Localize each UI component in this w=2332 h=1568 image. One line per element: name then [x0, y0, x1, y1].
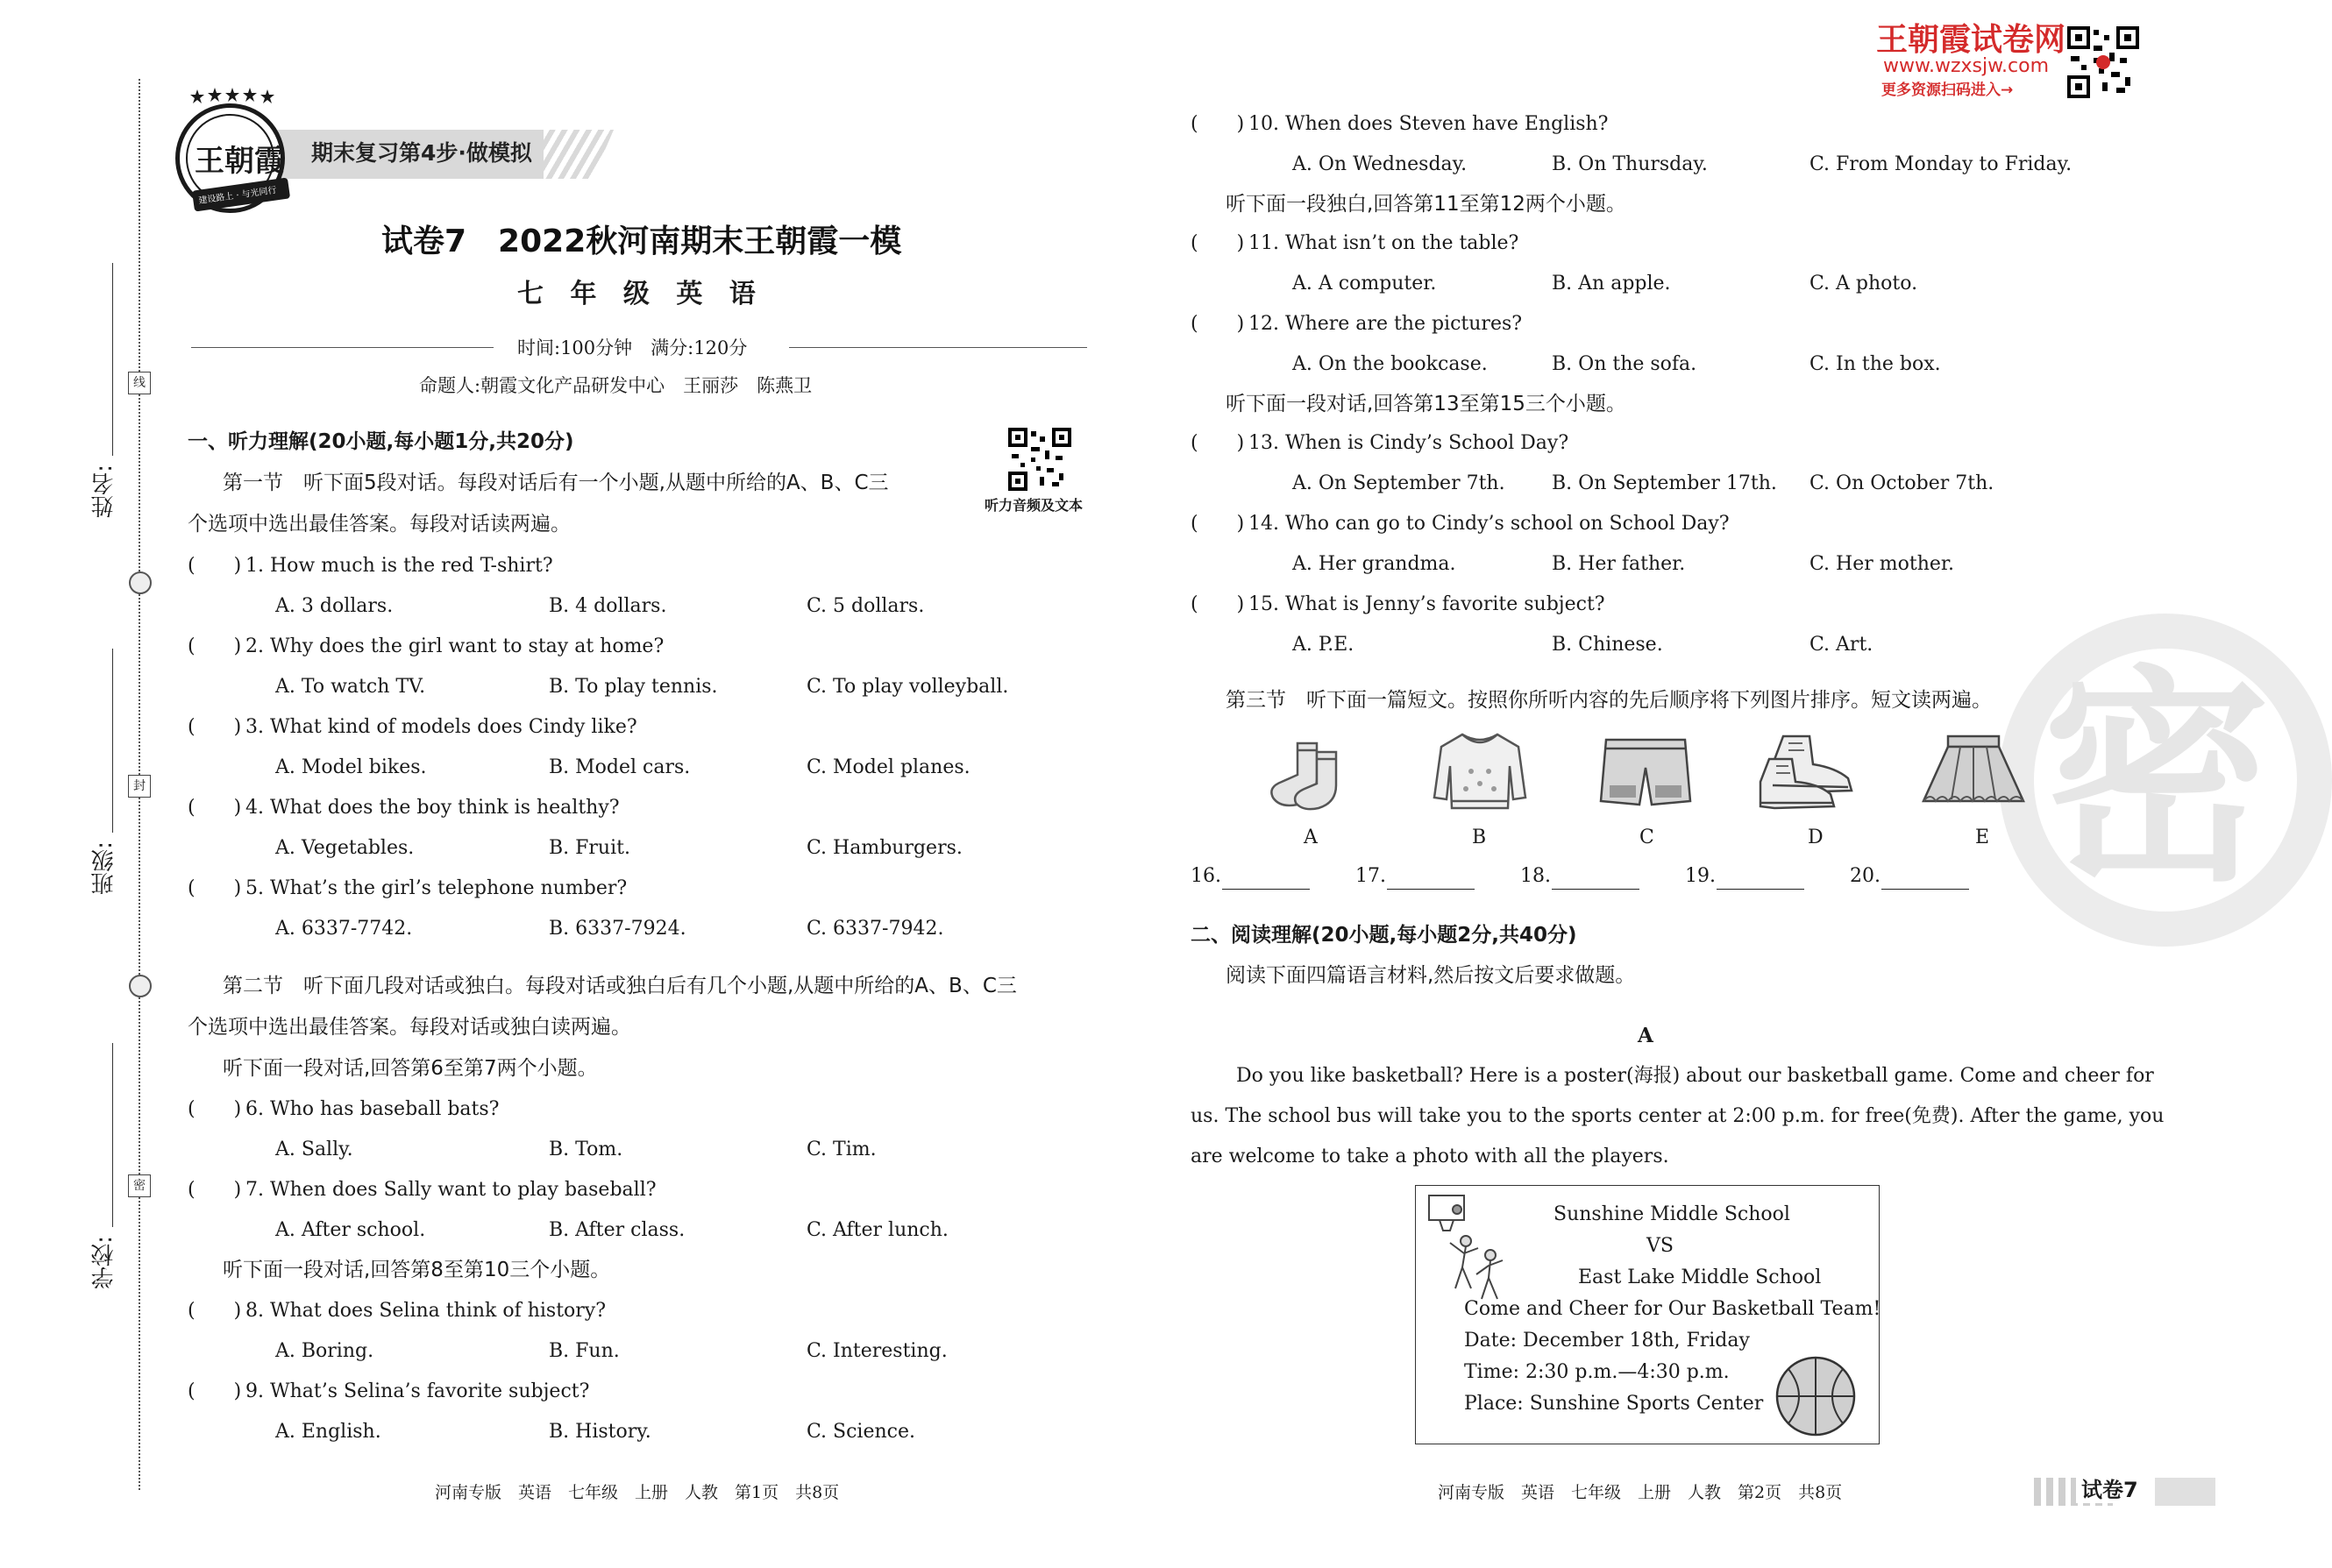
intro-13-15: 听下面一段对话,回答第13至第15三个小题。 [1226, 393, 1626, 415]
option-b: B. After class. [549, 1219, 686, 1241]
class-blank[interactable] [112, 649, 113, 833]
exam-title: 试卷7 2022秋河南期末王朝霞一模 [381, 223, 902, 259]
binding-knot [129, 571, 152, 594]
banner-stripes [544, 130, 614, 179]
answer-paren[interactable]: ( ) [1191, 513, 1245, 535]
blank-16[interactable] [1222, 889, 1310, 890]
skirt-icon [1916, 731, 2030, 810]
option-a: A. Model bikes. [275, 756, 427, 778]
footer-tag-bar [2155, 1478, 2215, 1506]
option-b: B. Chinese. [1552, 634, 1663, 656]
option-c: C. Her mother. [1809, 553, 1954, 575]
option-b: B. Tom. [549, 1139, 623, 1160]
part1-instruction: 第一节 听下面5段对话。每段对话后有一个小题,从题中所给的A、B、C三 [223, 472, 889, 494]
option-a: A. A computer. [1292, 273, 1437, 294]
answer-paren[interactable]: ( ) [188, 1380, 242, 1402]
option-b: B. On the sofa. [1552, 353, 1697, 375]
option-a: A. Vegetables. [275, 837, 415, 859]
option-c: C. On October 7th. [1809, 472, 1994, 494]
answer-paren[interactable]: ( ) [1191, 313, 1245, 335]
part2-instruction: 第二节 听下面几段对话或独白。每段对话或独白后有几个小题,从题中所给的A、B、C三 [223, 975, 1017, 997]
logo-stars-icon [188, 88, 276, 107]
header-rule-right [789, 347, 1087, 348]
option-b: B. 6337-7924. [549, 918, 686, 940]
answer-paren[interactable]: ( ) [188, 635, 242, 657]
option-b: B. Fun. [549, 1340, 620, 1362]
option-c: C. A photo. [1809, 273, 1918, 294]
answer-paren[interactable]: ( ) [188, 1179, 242, 1201]
passage-line: are welcome to take a photo with all the players. [1191, 1146, 1669, 1167]
school-label: 学校: [91, 1236, 117, 1289]
question-text: 12. Where are the pictures? [1248, 313, 1523, 335]
option-a: A. Sally. [275, 1139, 353, 1160]
option-c: C. 6337-7942. [807, 918, 944, 940]
passage-line: us. The school bus will take you to the sports center at 2:00 p.m. for free(免费). After the game, you [1191, 1105, 2165, 1127]
question-text: 10. When does Steven have English? [1248, 113, 1609, 135]
site-qr-icon[interactable] [2067, 26, 2139, 98]
option-a: A. On the bookcase. [1292, 353, 1488, 375]
option-a: A. On Wednesday. [1292, 153, 1468, 175]
logo-text: 王朝霞 [195, 144, 284, 179]
poster-line: Sunshine Middle School [1553, 1203, 1790, 1225]
part3-instruction: 第三节 听下面一篇短文。按照你所听内容的先后顺序将下列图片排序。短文读两遍。 [1226, 689, 1992, 712]
option-b: B. To play tennis. [549, 676, 718, 698]
poster-date: Date: December 18th, Friday [1464, 1330, 1750, 1352]
option-b: B. On September 17th. [1552, 472, 1777, 494]
question-text: 6. Who has baseball bats? [245, 1098, 500, 1120]
option-c: C. From Monday to Friday. [1809, 153, 2072, 175]
picture-label-b: B [1472, 827, 1487, 848]
question-text: 11. What isn’t on the table? [1248, 232, 1519, 254]
answer-paren[interactable]: ( ) [1191, 432, 1245, 454]
question-text: 7. When does Sally want to play baseball? [245, 1179, 657, 1201]
answer-paren[interactable]: ( ) [188, 877, 242, 899]
option-a: A. 3 dollars. [275, 595, 394, 617]
answer-paren[interactable]: ( ) [188, 1300, 242, 1322]
binding-knot [129, 975, 152, 997]
option-b: B. On Thursday. [1552, 153, 1708, 175]
question-text: 4. What does the boy think is healthy? [245, 797, 620, 819]
option-c: C. Tim. [807, 1139, 877, 1160]
option-a: A. After school. [275, 1219, 426, 1241]
option-b: B. 4 dollars. [549, 595, 667, 617]
question-text: 14. Who can go to Cindy’s school on School Day? [1248, 513, 1730, 535]
seal-char-seal: 封 [128, 775, 151, 798]
basketball-players-icon [1424, 1190, 1520, 1304]
option-c: C. Model planes. [807, 756, 970, 778]
answer-paren[interactable]: ( ) [188, 797, 242, 819]
intro-6-7: 听下面一段对话,回答第6至第7两个小题。 [223, 1057, 598, 1080]
footer-right: 河南专版 英语 七年级 上册 人教 第2页 共8页 [1438, 1483, 1843, 1502]
question-text: 3. What kind of models does Cindy like? [245, 716, 637, 738]
option-b: B. Her father. [1552, 553, 1686, 575]
option-a: A. To watch TV. [275, 676, 426, 698]
question-text: 9. What’s Selina’s favorite subject? [245, 1380, 590, 1402]
passage-line: Do you like basketball? Here is a poster(海报) about our basketball game. Come and cheer for [1236, 1065, 2154, 1087]
answer-paren[interactable]: ( ) [188, 716, 242, 738]
name-label: 姓名: [91, 465, 117, 518]
option-c: C. 5 dollars. [807, 595, 925, 617]
option-a: A. 6337-7742. [275, 918, 413, 940]
option-c: C. Art. [1809, 634, 1873, 656]
footer-tag: 试卷7 [2076, 1477, 2144, 1503]
header-rule-left [191, 347, 494, 348]
name-blank[interactable] [112, 263, 113, 456]
option-c: C. Hamburgers. [807, 837, 963, 859]
question-text: 1. How much is the red T-shirt? [245, 555, 553, 577]
answer-paren[interactable]: ( ) [188, 555, 242, 577]
question-text: 5. What’s the girl’s telephone number? [245, 877, 628, 899]
option-a: A. P.E. [1292, 634, 1354, 656]
picture-label-d: D [1808, 827, 1824, 848]
blank-19-label: 19. [1685, 865, 1716, 887]
blank-16-label: 16. [1191, 865, 1221, 887]
watermark-char: 密 [2043, 648, 2271, 912]
option-b: B. An apple. [1552, 273, 1671, 294]
part2-instruction-cont: 个选项中选出最佳答案。每段对话或独白读两遍。 [188, 1016, 631, 1039]
school-blank[interactable] [112, 1043, 113, 1227]
site-url[interactable]: www.wzxsjw.com [1883, 55, 2050, 77]
footer-left: 河南专版 英语 七年级 上册 人教 第1页 共8页 [435, 1483, 840, 1502]
seal-char-secret: 密 [128, 1174, 151, 1197]
sweater-icon [1427, 727, 1532, 815]
passage-a-label: A [1638, 1024, 1653, 1047]
logo-ribbon-text: 建设路上 · 与光同行 [197, 185, 278, 207]
intro-11-12: 听下面一段独白,回答第11至第12两个小题。 [1226, 193, 1626, 216]
option-a: A. Boring. [275, 1340, 374, 1362]
part1-instruction-cont: 个选项中选出最佳答案。每段对话读两遍。 [188, 513, 571, 536]
basketball-icon [1774, 1355, 1857, 1437]
blank-18-label: 18. [1520, 865, 1551, 887]
picture-label-a: A [1304, 827, 1318, 848]
poster-line: East Lake Middle School [1578, 1266, 1822, 1288]
socks-icon [1262, 736, 1359, 815]
section2-instruction: 阅读下面四篇语言材料,然后按文后要求做题。 [1226, 964, 1636, 987]
blank-19[interactable] [1717, 889, 1804, 890]
seal-char-line: 线 [128, 372, 151, 394]
picture-label-e: E [1975, 827, 1990, 848]
option-a: A. On September 7th. [1292, 472, 1505, 494]
banner-text: 期末复习第4步·做模拟 [311, 140, 532, 166]
poster-place: Place: Sunshine Sports Center [1464, 1393, 1764, 1415]
option-c: C. Interesting. [807, 1340, 948, 1362]
option-c: C. After lunch. [807, 1219, 949, 1241]
exam-subject: 七 年 级 英 语 [517, 279, 764, 309]
picture-label-c: C [1639, 827, 1654, 848]
question-text: 2. Why does the girl want to stay at home? [245, 635, 665, 657]
poster-slogan: Come and Cheer for Our Basketball Team! [1464, 1298, 1881, 1320]
question-text: 8. What does Selina think of history? [245, 1300, 607, 1322]
shorts-icon [1597, 733, 1694, 812]
option-a: A. Her grandma. [1292, 553, 1456, 575]
audio-qr-caption: 听力音频及文本 [985, 497, 1084, 514]
site-scan-hint: 更多资源扫码进入→ [1881, 82, 2014, 99]
question-text: 13. When is Cindy’s School Day? [1248, 432, 1569, 454]
intro-8-10: 听下面一段对话,回答第8至第10三个小题。 [223, 1259, 611, 1281]
option-b: B. Model cars. [549, 756, 691, 778]
sneakers-icon [1757, 729, 1862, 813]
poster-vs: VS [1646, 1235, 1674, 1257]
blank-17-label: 17. [1355, 865, 1386, 887]
option-c: C. To play volleyball. [807, 676, 1009, 698]
option-b: B. Fruit. [549, 837, 630, 859]
answer-paren[interactable]: ( ) [188, 1098, 242, 1120]
audio-qr-icon[interactable] [1008, 428, 1071, 491]
answer-paren[interactable]: ( ) [1191, 232, 1245, 254]
section1-heading: 一、听力理解(20小题,每小题1分,共20分) [188, 430, 574, 453]
exam-time-info: 时间:100分钟 满分:120分 [517, 337, 748, 358]
option-b: B. History. [549, 1421, 651, 1443]
answer-paren[interactable]: ( ) [1191, 113, 1245, 135]
option-c: C. In the box. [1809, 353, 1941, 375]
blank-18[interactable] [1552, 889, 1639, 890]
exam-authors: 命题人:朝霞文化产品研发中心 王丽莎 陈燕卫 [419, 375, 813, 396]
option-a: A. English. [275, 1421, 381, 1443]
section2-heading: 二、阅读理解(20小题,每小题2分,共40分) [1191, 924, 1577, 947]
poster-time: Time: 2:30 p.m.—4:30 p.m. [1464, 1361, 1730, 1383]
answer-paren[interactable]: ( ) [1191, 593, 1245, 615]
blank-20-label: 20. [1850, 865, 1881, 887]
question-text: 15. What is Jenny’s favorite subject? [1248, 593, 1605, 615]
class-label: 班级: [91, 841, 117, 895]
site-title: 王朝霞试卷网 [1876, 22, 2066, 58]
blank-20[interactable] [1881, 889, 1969, 890]
option-c: C. Science. [807, 1421, 915, 1443]
blank-17[interactable] [1387, 889, 1475, 890]
